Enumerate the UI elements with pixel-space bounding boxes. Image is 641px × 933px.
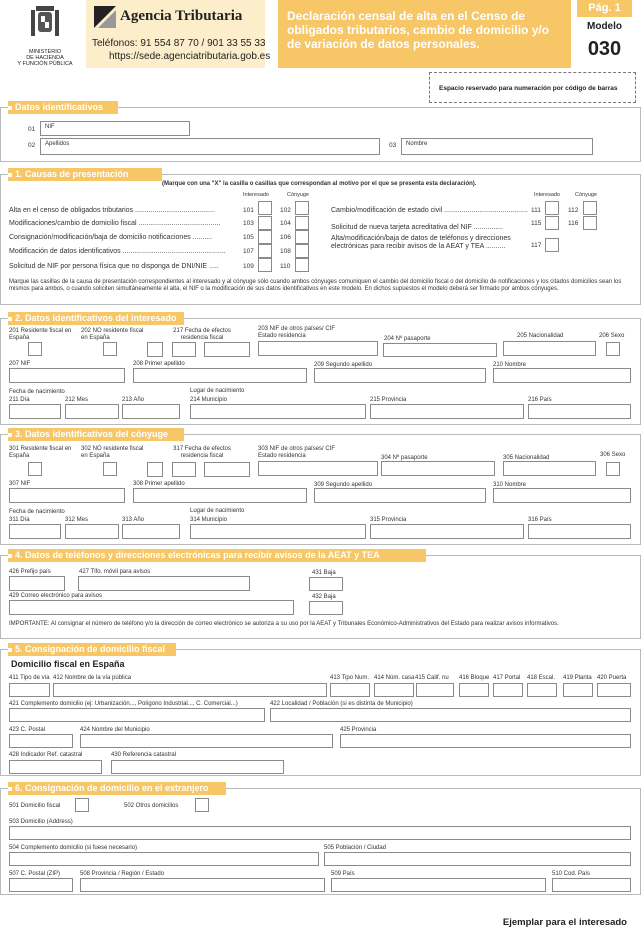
- input-215[interactable]: [370, 404, 524, 419]
- checkbox-108[interactable]: [295, 244, 309, 258]
- label-215: 215 Provincia: [370, 397, 407, 403]
- input-213[interactable]: [122, 404, 180, 419]
- num-101: 101: [243, 207, 254, 214]
- apellidos-label: Apellidos: [45, 141, 70, 147]
- label-411: 411 Tipo de vía: [9, 675, 50, 681]
- date-217-year[interactable]: [204, 342, 250, 357]
- label-505: 505 Población / Ciudad: [324, 845, 387, 851]
- label-203: 203 NIF de otros países/ CIF Estado residencia: [258, 326, 336, 339]
- checkbox-112[interactable]: [583, 201, 597, 215]
- checkbox-105[interactable]: [258, 230, 272, 244]
- spouse-birth-date-title: Fecha de nacimiento: [9, 509, 65, 515]
- input-420[interactable]: [597, 683, 631, 697]
- section-contact-title: 4. Datos de teléfonos y direcciones electrónicas para recibir avisos de la AEAT y TEA: [8, 549, 426, 562]
- input-426[interactable]: [9, 576, 65, 591]
- input-310[interactable]: [493, 488, 631, 503]
- input-503[interactable]: [9, 826, 631, 840]
- nif-input[interactable]: [40, 121, 190, 136]
- label-210: 210 Nombre: [493, 362, 527, 368]
- label-417: 417 Portal: [493, 675, 521, 681]
- label-314: 314 Municipio: [190, 517, 228, 523]
- contact-note: IMPORTANTE: Al consignar el número de teléfono y/o la dirección de correo electrónico se autoriza a su uso por la AEAT y Tribunales Económico-Administrativos del Estado para realizar avisos informativos.: [9, 621, 559, 627]
- label-204: 204 Nº pasaporte: [384, 336, 431, 342]
- label-313: 313 Año: [122, 517, 145, 523]
- checkbox-502[interactable]: [195, 798, 209, 812]
- input-216[interactable]: [528, 404, 631, 419]
- input-208[interactable]: [133, 368, 307, 383]
- label-208: 208 Primer apellido: [133, 361, 185, 367]
- input-411[interactable]: [9, 683, 50, 697]
- input-418[interactable]: [527, 683, 557, 697]
- label-305: 305 Nacionalidad: [503, 455, 550, 461]
- label-423: 423 C. Postal: [9, 727, 46, 733]
- agency-header: [86, 0, 271, 68]
- input-429[interactable]: [9, 600, 294, 615]
- label-308: 308 Primer apellido: [133, 481, 185, 487]
- label-316: 316 País: [528, 517, 552, 523]
- modelo-label: Modelo: [587, 21, 622, 32]
- label-205: 205 Nacionalidad: [517, 333, 564, 339]
- date-217-day[interactable]: [147, 342, 163, 357]
- label-424: 424 Nombre del Municipio: [80, 727, 150, 733]
- label-213: 213 Año: [122, 397, 145, 403]
- copy-label: Ejemplar para el interesado: [502, 917, 627, 928]
- form-title-text: Declaración censal de alta en el Censo de obligados tributarios, cambio de domicilio y/o de variación de datos personales.: [287, 9, 550, 51]
- checkbox-301[interactable]: [28, 462, 42, 476]
- label-430: 430 Referencia catastral: [111, 752, 177, 758]
- label-413: 413 Tipo Num.: [330, 675, 370, 681]
- num-112: 112: [568, 207, 579, 214]
- causes-note: Marque las casillas de la causa de presentación correspondientes al interesado y al cónyuge sólo cuando ambos cónyuges comuniquen el cambio del domicilio fiscal o del domicilio de notificaciones y los citados domicilios sean los mismos para ambos, o cuando soliciten simultáneamente el alta, el NIF o la modificación de sus datos identificativos en este modelo. En dichos supuestos el modelo deberá ser firmado por ambos cónyuges.: [9, 279, 622, 292]
- checkbox-106[interactable]: [295, 230, 309, 244]
- num-110: 110: [280, 263, 291, 270]
- label-425: 425 Provincia: [340, 727, 377, 733]
- birth-place-title: Lugar de nacimiento: [190, 388, 245, 394]
- label-216: 216 País: [528, 397, 552, 403]
- label-206: 206 Sexo: [599, 333, 625, 339]
- label-311: 311 Día: [9, 517, 30, 523]
- input-427[interactable]: [78, 576, 250, 591]
- num-105: 105: [243, 234, 254, 241]
- checkbox-107[interactable]: [258, 244, 272, 258]
- section-spouse-title: 3. Datos identificativos del cónyuge: [8, 428, 184, 441]
- input-307[interactable]: [9, 488, 125, 503]
- label-301: 301 Residente fiscal en España: [9, 446, 72, 459]
- label-503: 503 Domicilio (Address): [9, 819, 73, 825]
- checkbox-109[interactable]: [258, 258, 272, 272]
- checkbox-201[interactable]: [28, 342, 42, 356]
- field-01-num: 01: [28, 126, 36, 133]
- label-303: 303 NIF de otros países/ CIF Estado residencia: [258, 446, 336, 459]
- checkbox-101[interactable]: [258, 201, 272, 215]
- label-310: 310 Nombre: [493, 482, 527, 488]
- input-505[interactable]: [324, 852, 631, 866]
- section-identification-title: Datos identificativos: [8, 101, 118, 114]
- checkbox-302[interactable]: [103, 462, 117, 476]
- label-419: 419 Planta: [563, 675, 592, 681]
- input-210[interactable]: [493, 368, 631, 383]
- label-420: 420 Puerta: [597, 675, 627, 681]
- label-309: 309 Segundo apellido: [314, 482, 373, 488]
- input-308[interactable]: [133, 488, 307, 503]
- label-421: 421 Complemento domicilio (ej: Urbanización..., Polígono Industrial..., C. Comercial...): [9, 701, 238, 707]
- input-311[interactable]: [9, 524, 61, 539]
- cause-115-label: Solicitud de nueva tarjeta acreditativa del NIF ...............: [331, 224, 503, 231]
- input-422[interactable]: [270, 708, 631, 722]
- checkbox-206[interactable]: [606, 342, 620, 356]
- label-431: 431 Baja: [312, 570, 336, 576]
- agency-url[interactable]: https://sede.agenciatributaria.gob.es: [109, 51, 271, 62]
- input-316[interactable]: [528, 524, 631, 539]
- label-509: 509 País: [331, 871, 355, 877]
- input-204[interactable]: [383, 343, 497, 357]
- section-causes-title: 1. Causas de presentación: [8, 168, 162, 181]
- num-106: 106: [280, 234, 291, 241]
- input-504[interactable]: [9, 852, 319, 866]
- label-304: 304 Nº pasaporte: [381, 455, 428, 461]
- input-305[interactable]: [503, 461, 596, 476]
- input-203[interactable]: [258, 341, 378, 356]
- label-415: 415 Calif. nu: [415, 675, 449, 681]
- checkbox-103[interactable]: [258, 216, 272, 230]
- input-510[interactable]: [552, 878, 631, 892]
- num-108: 108: [280, 248, 291, 255]
- num-109: 109: [243, 263, 254, 270]
- input-431[interactable]: [309, 577, 343, 591]
- label-207: 207 NIF: [9, 361, 31, 367]
- checkbox-111[interactable]: [545, 201, 559, 215]
- field-02-num: 02: [28, 142, 36, 149]
- input-419[interactable]: [563, 683, 593, 697]
- date-317-year[interactable]: [204, 462, 250, 477]
- input-304[interactable]: [381, 461, 495, 476]
- coat-of-arms-icon: [14, 4, 76, 44]
- label-315: 315 Provincia: [370, 517, 407, 523]
- section-foreign-address-title: 6. Consignación de domicilio en el extranjero: [8, 782, 226, 795]
- label-201: 201 Residente fiscal en España: [9, 328, 72, 341]
- label-422: 422 Localidad / Población (si es distinta de Municipio): [270, 701, 413, 707]
- ministry-logo: [14, 4, 76, 66]
- label-209: 209 Segundo apellido: [314, 362, 373, 368]
- cause-117-label: Alta/modificación/baja de datos de teléfonos y direcciones electrónicas para recibir avisos de la AEAT y TEA ..........: [331, 235, 511, 250]
- col-conyuge: Cónyuge: [287, 192, 310, 198]
- input-415[interactable]: [416, 683, 454, 697]
- nif-label: NIF: [45, 124, 55, 130]
- input-412[interactable]: [53, 683, 327, 697]
- input-421[interactable]: [9, 708, 265, 722]
- label-416: 416 Bloque: [459, 675, 490, 681]
- agency-name: Agencia Tributaria: [120, 8, 243, 24]
- cause-101-label: Alta en el censo de obligados tributarios .........................................: [9, 207, 215, 214]
- input-303[interactable]: [258, 461, 378, 476]
- num-104: 104: [280, 220, 291, 227]
- col-interesado-right: Interesado: [534, 192, 560, 198]
- label-202: 202 NO residente fiscal en España: [81, 328, 144, 341]
- num-107: 107: [243, 248, 254, 255]
- checkbox-116[interactable]: [583, 216, 597, 230]
- label-214: 214 Municipio: [190, 397, 228, 403]
- label-217: 217 Fecha de efectos residencia fiscal: [173, 328, 231, 341]
- date-317-month[interactable]: [172, 462, 196, 477]
- cause-109-label: Solicitud de NIF por persona física que no disponga de DNI/NIE .....: [9, 263, 219, 270]
- input-414[interactable]: [374, 683, 414, 697]
- input-430[interactable]: [111, 760, 284, 774]
- ministry-name: MINISTERIO DE HACIENDA Y FUNCIÓN PÚBLICA: [17, 49, 73, 67]
- input-211[interactable]: [9, 404, 61, 419]
- label-507: 507 C. Postal (ZIP): [9, 871, 61, 877]
- nombre-label: Nombre: [406, 141, 428, 147]
- checkbox-104[interactable]: [295, 216, 309, 230]
- input-312[interactable]: [65, 524, 119, 539]
- input-205[interactable]: [503, 341, 596, 356]
- form-title: [278, 0, 571, 68]
- checkbox-102[interactable]: [295, 201, 309, 215]
- label-510: 510 Cod. País: [552, 871, 591, 877]
- checkbox-501[interactable]: [75, 798, 89, 812]
- label-508: 508 Provincia / Región / Estado: [80, 871, 165, 877]
- input-416[interactable]: [459, 683, 489, 697]
- label-306: 306 Sexo: [600, 452, 626, 458]
- num-116: 116: [568, 220, 579, 227]
- checkbox-110[interactable]: [295, 258, 309, 272]
- field-03-num: 03: [389, 142, 397, 149]
- checkbox-202[interactable]: [103, 342, 117, 356]
- label-317: 317 Fecha de efectos residencia fiscal: [173, 446, 231, 459]
- cause-103-label: Modificaciones/cambio de domicilio fiscal ..........................................: [9, 220, 221, 227]
- label-504: 504 Complemento domicilio (si fuese necesario): [9, 845, 138, 851]
- label-432: 432 Baja: [312, 594, 336, 600]
- input-423[interactable]: [9, 734, 73, 748]
- checkbox-115[interactable]: [545, 216, 559, 230]
- label-426: 426 Prefijo país: [9, 569, 51, 575]
- num-115: 115: [531, 220, 542, 227]
- input-508[interactable]: [80, 878, 325, 892]
- num-111: 111: [531, 207, 541, 214]
- col-interesado: Interesado: [243, 192, 269, 198]
- section-interested-title: 2. Datos identificativos del interesado: [8, 312, 184, 325]
- input-314[interactable]: [190, 524, 366, 539]
- label-302: 302 NO residente fiscal en España: [81, 446, 144, 459]
- checkbox-117[interactable]: [545, 238, 559, 252]
- label-428: 428 Indicador Ref. catastral: [9, 752, 83, 758]
- section-fiscal-address-title: 5. Consignación de domicilio fiscal: [8, 643, 176, 656]
- input-432[interactable]: [309, 601, 343, 615]
- page-number: Pág. 1: [577, 0, 632, 17]
- input-507[interactable]: [9, 878, 73, 892]
- causes-instruction: (Marque con una "X" la casilla o casillas que correspondan al motivo por el que se presenta esta declaración).: [162, 181, 477, 187]
- spouse-birth-place-title: Lugar de nacimiento: [190, 508, 245, 514]
- date-317-day[interactable]: [147, 462, 163, 477]
- input-428[interactable]: [9, 760, 102, 774]
- label-414: 414 Núm. casa: [374, 675, 415, 681]
- input-214[interactable]: [190, 404, 366, 419]
- label-501: 501 Domicilio fiscal: [9, 803, 61, 809]
- agency-logo-icon: [94, 6, 116, 28]
- cause-111-label: Cambio/modificación de estado civil ...........................................: [331, 207, 528, 214]
- label-418: 418 Escal.: [527, 675, 556, 681]
- cause-105-label: Consignación/modificación/baja de domicilio notificaciones ..........: [9, 234, 213, 241]
- label-212: 212 Mes: [65, 397, 89, 403]
- num-103: 103: [243, 220, 254, 227]
- label-502: 502 Otros domicilios: [124, 803, 179, 809]
- barcode-space: [429, 72, 636, 103]
- date-217-month[interactable]: [172, 342, 196, 357]
- label-211: 211 Día: [9, 397, 30, 403]
- label-312: 312 Mes: [65, 517, 89, 523]
- label-412: 412 Nombre de la vía pública: [53, 675, 132, 681]
- input-509[interactable]: [331, 878, 546, 892]
- input-413[interactable]: [330, 683, 370, 697]
- num-102: 102: [280, 207, 291, 214]
- input-425[interactable]: [340, 734, 631, 748]
- barcode-space-label: Espacio reservado para numeración por código de barras: [439, 85, 618, 92]
- birth-date-title: Fecha de nacimiento: [9, 389, 65, 395]
- fiscal-address-subtitle: Domicilio fiscal en España: [11, 659, 125, 669]
- checkbox-306[interactable]: [606, 462, 620, 476]
- input-315[interactable]: [370, 524, 524, 539]
- label-307: 307 NIF: [9, 481, 31, 487]
- input-424[interactable]: [80, 734, 333, 748]
- label-429: 429 Correo electrónico para avisos: [9, 593, 103, 599]
- cause-107-label: Modificación de datos identificativos .....................................................: [9, 248, 226, 255]
- apellidos-input[interactable]: [40, 138, 380, 155]
- modelo-number: 030: [587, 38, 622, 60]
- input-309[interactable]: [314, 488, 486, 503]
- input-209[interactable]: [314, 368, 486, 383]
- col-conyuge-right: Cónyuge: [575, 192, 598, 198]
- label-427: 427 Tlfo. móvil para avisos: [79, 569, 151, 575]
- input-417[interactable]: [493, 683, 523, 697]
- agency-phones: Teléfonos: 91 554 87 70 / 901 33 55 33: [92, 38, 266, 49]
- input-212[interactable]: [65, 404, 119, 419]
- nombre-input[interactable]: [401, 138, 593, 155]
- input-207[interactable]: [9, 368, 125, 383]
- input-313[interactable]: [122, 524, 180, 539]
- num-117: 117: [531, 242, 542, 249]
